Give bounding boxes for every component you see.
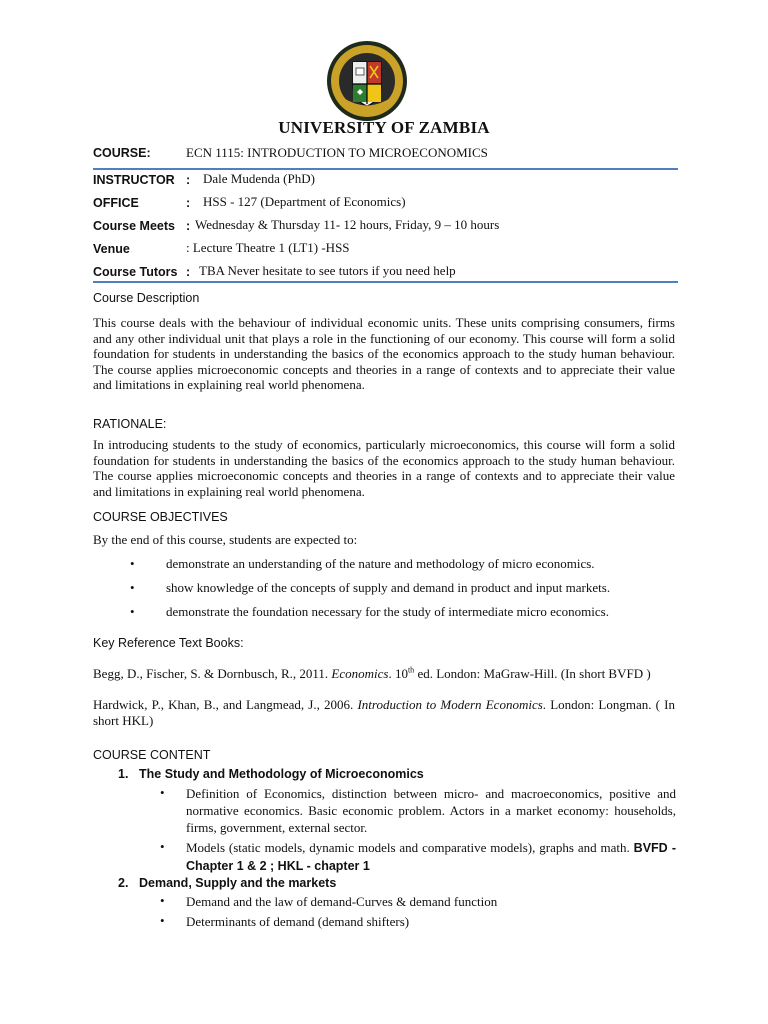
venue-value: : Lecture Theatre 1 (LT1) -HSS [186,240,350,255]
objectives-intro: By the end of this course, students are expected to: [93,532,358,547]
content-item: Determinants of demand (demand shifters) [186,914,410,929]
content-item: Definition of Economics, distinction between micro- and macroeconomics, positive and normative economics. Basic economic problem. Actors in a market economy: households, firms, government, external sector. [186,786,676,835]
section-number: 1. [118,767,129,781]
bullet-icon: • [130,604,135,619]
ref1-edition-num: 10 [394,666,408,681]
course-label: COURSE: [93,146,151,160]
course-value: ECN 1115: INTRODUCTION TO MICROECONOMICS [186,145,488,160]
university-title: UNIVERSITY OF ZAMBIA [278,118,490,137]
bullet-icon: • [160,785,165,800]
content-item: Demand and the law of demand-Curves & demand function [186,894,498,909]
content-heading: COURSE CONTENT [93,748,211,762]
content-item [186,839,676,875]
header-rule-bottom [93,281,678,283]
section-title: The Study and Methodology of Microeconomics [139,767,424,781]
rationale-text: In introducing students to the study of economics, particularly microeconomics, this course will form a solid foundation for students in understanding the basics of the economics approach to the study human behaviour. The course applies microeconomic concepts and theories in a range of contexts and to appreciate their value and limitations in explaining real world phenomena. [93,437,675,499]
objective-item: show knowledge of the concepts of supply and demand in product and input markets. [166,580,611,595]
instructor-label: INSTRUCTOR [93,173,175,187]
bullet-icon: • [130,580,135,595]
objectives-heading: COURSE OBJECTIVES [93,510,228,524]
course-meets-colon: : [186,219,191,233]
course-meets-label: Course Meets [93,219,175,233]
ref1-rest: ed. London: MaGraw-Hill. (In short BVFD ) [417,666,651,681]
office-label: OFFICE [93,196,139,210]
tutors-colon: : [186,265,191,279]
ref2-authors: Hardwick, P., Khan, B., and Langmead, J., 2006. [93,697,354,712]
venue-label: Venue [93,242,130,256]
ref2-title: Introduction to Modern Economics [357,697,543,712]
content-item-text: Models (static models, dynamic models and comparative models), graphs and math. [186,840,630,855]
description-text: This course deals with the behaviour of individual economic units. These units comprising consumers, firms and any other individual unit that plays a role in the functioning of our economy. This course will form a solid foundation for students in understanding the basics of the economics approach to the study human behaviour. The course applies microeconomic concepts and theories in a range of contexts and to appreciate their value and limitations in explaining real world phenomena. [93,315,675,392]
office-colon: : [186,196,191,210]
ref1-title: Economics [331,666,389,681]
reference-hardwick [93,697,675,728]
objective-item: demonstrate the foundation necessary for the study of intermediate micro economics. [166,604,609,619]
section-title: Demand, Supply and the markets [139,876,337,890]
description-heading: Course Description [93,291,200,305]
ref1-edition-sup: th [407,665,415,675]
chapter-reference: BVFD -Chapter 1 & 2 ; HKL - chapter 1 [186,841,676,873]
instructor-value: Dale Mudenda (PhD) [203,171,315,186]
header-rule-top [93,168,678,170]
bullet-icon: • [160,839,165,854]
rationale-heading: RATIONALE: [93,417,167,431]
university-crest-logo [326,40,408,122]
office-value: HSS - 127 (Department of Economics) [203,194,406,209]
bullet-icon: • [130,556,135,571]
bullet-icon: • [160,893,165,908]
section-number: 2. [118,876,129,890]
tutors-value: TBA Never hesitate to see tutors if you need help [199,263,456,278]
instructor-colon: : [186,173,191,187]
ref2-rest: . London: Longman. ( In short HKL) [93,697,675,728]
course-meets-value: Wednesday & Thursday 11- 12 hours, Friday, 9 – 10 hours [195,217,500,232]
bullet-icon: • [160,913,165,928]
reference-begg: Begg, D., Fischer, S. & Dornbusch, R., 2011. Economics. 10th ed. London: MaGraw-Hill. (In short BVFD ) [93,665,651,681]
ref1-authors: Begg, D., Fischer, S. & Dornbusch, R., 2011. [93,666,329,681]
tutors-label: Course Tutors [93,265,178,279]
objective-item: demonstrate an understanding of the nature and methodology of micro economics. [166,556,595,571]
references-heading: Key Reference Text Books: [93,636,244,650]
